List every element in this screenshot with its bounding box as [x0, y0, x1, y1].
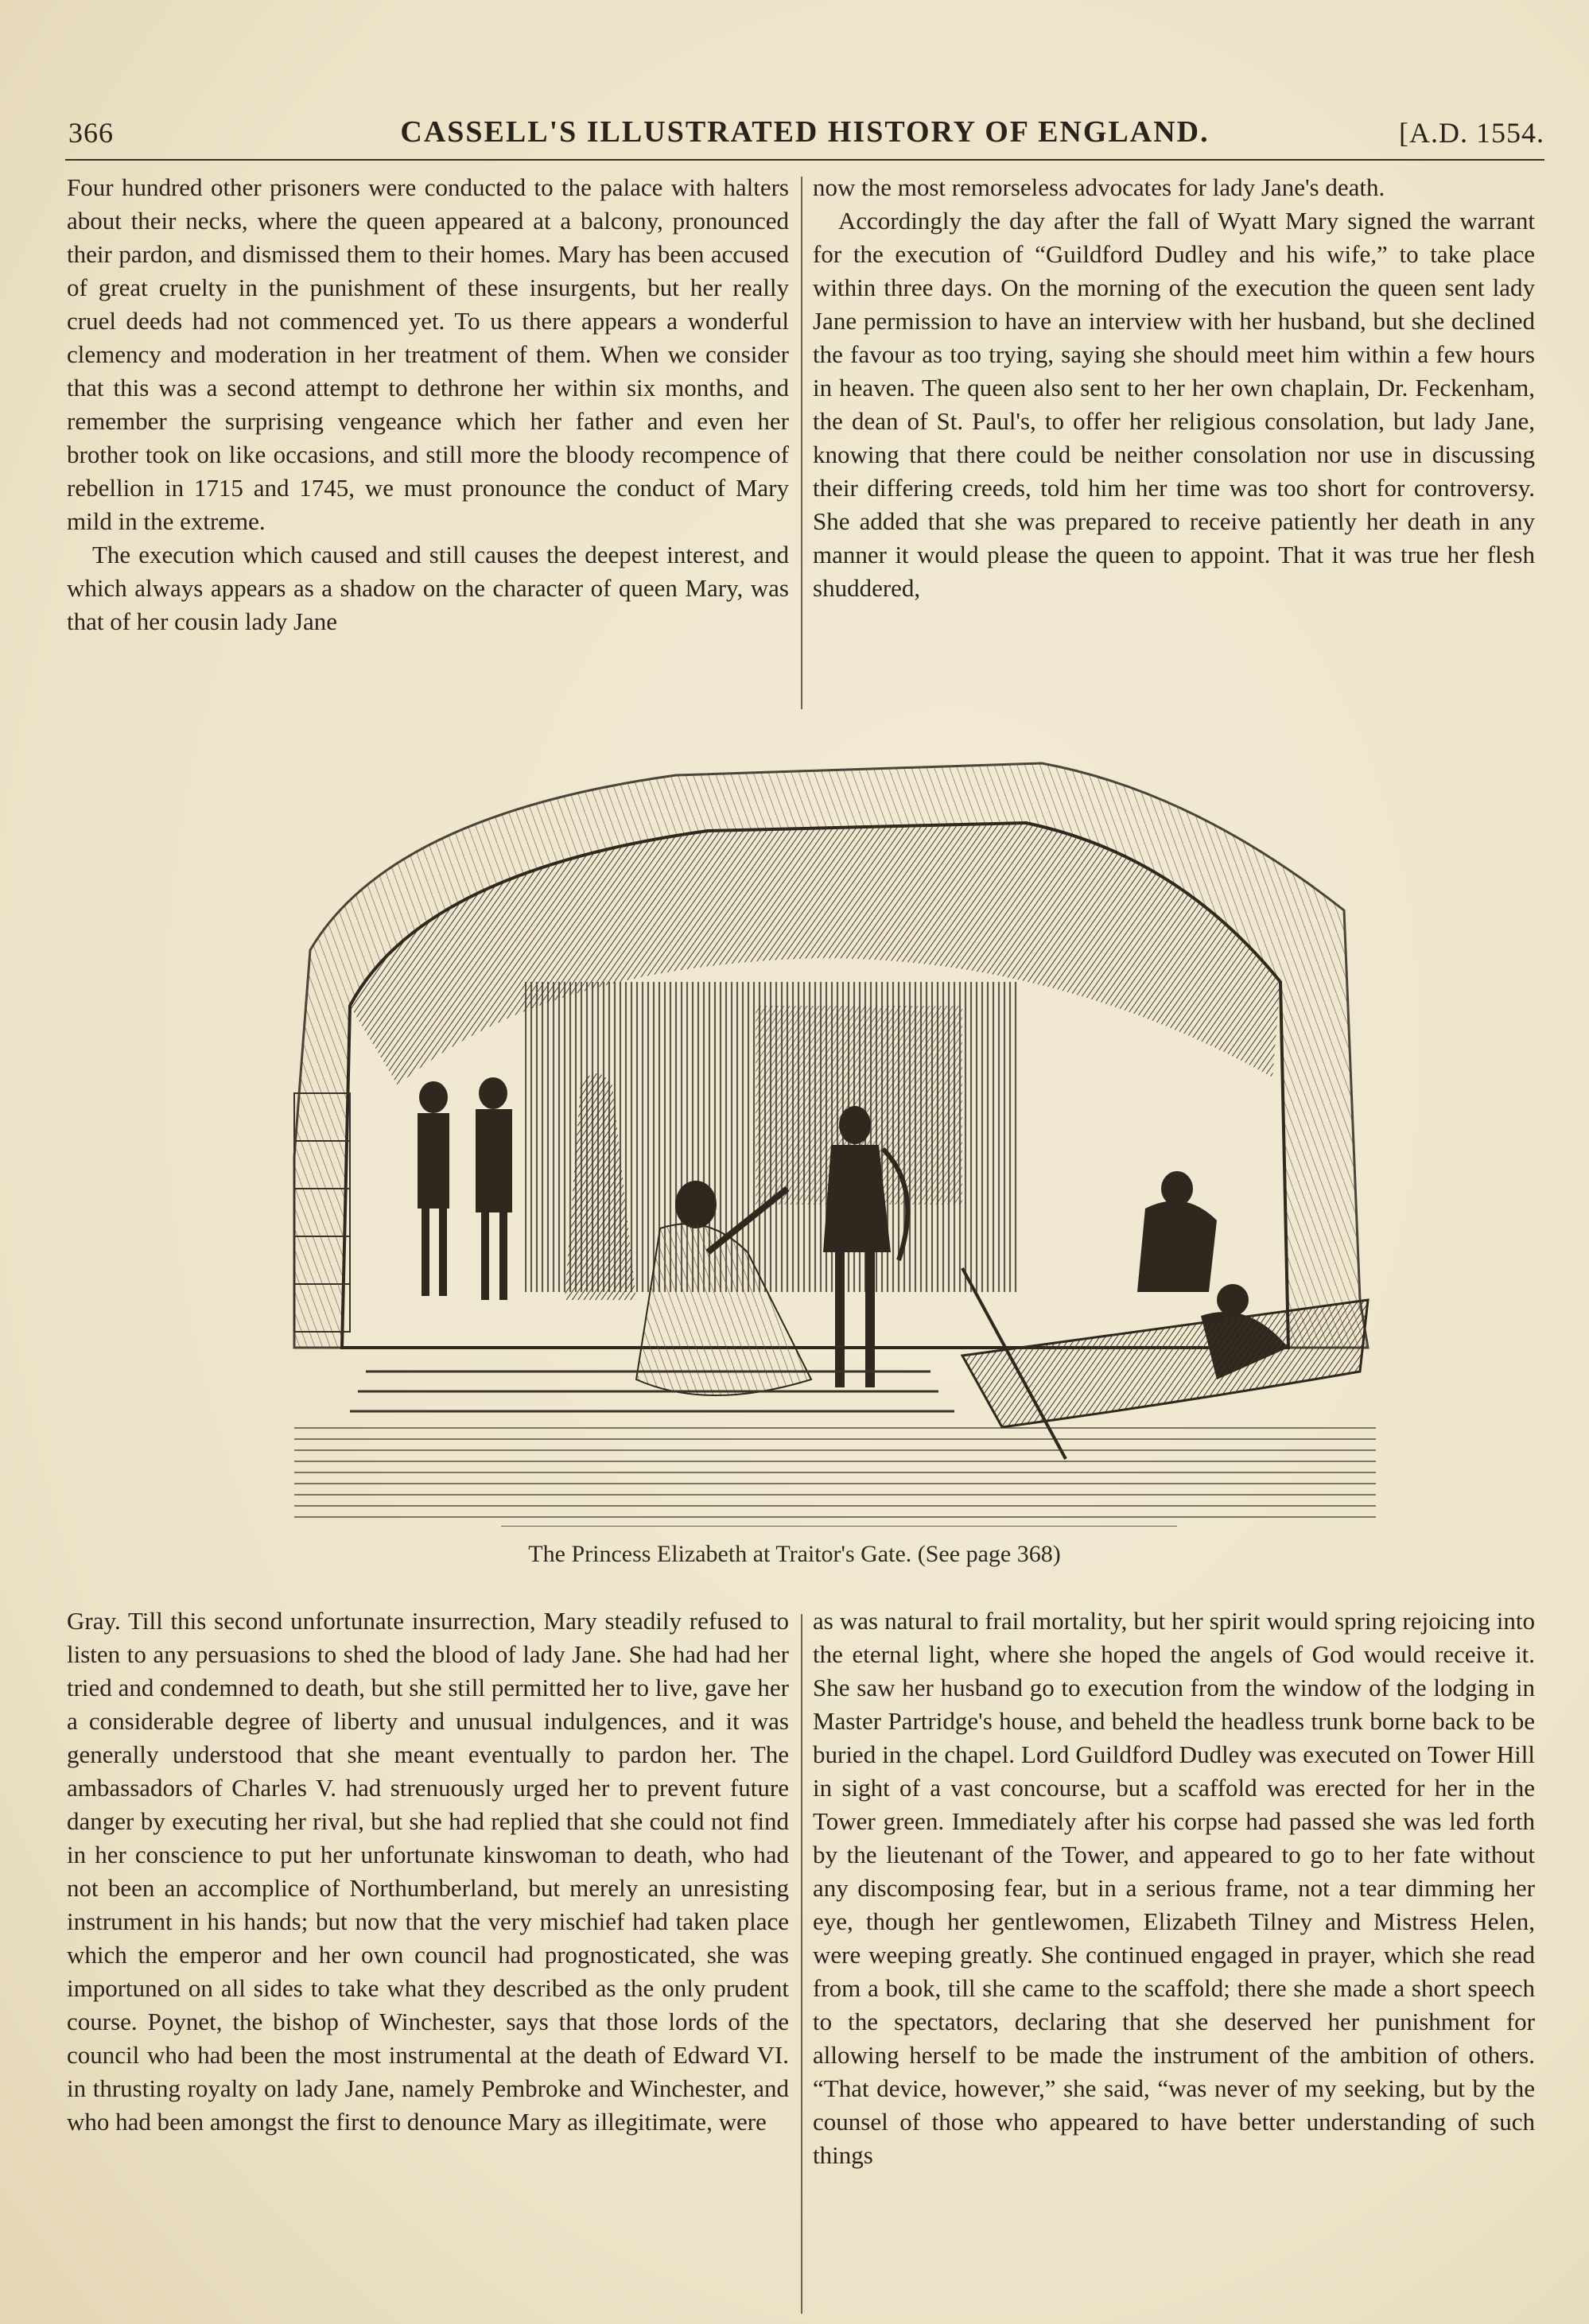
header-rule	[65, 159, 1544, 161]
running-header	[65, 110, 1544, 151]
page-number: 366	[68, 117, 114, 149]
bottom-right-column	[813, 1604, 1535, 2172]
top-left-column	[67, 171, 789, 638]
paragraph: The execution which caused and still causes the deepest interest, and which always appears as a shadow on the character of queen Mary, was that of her cousin lady Jane	[67, 541, 789, 635]
paragraph: Four hundred other prisoners were conducted to the palace with halters about their necks, where the queen appeared at a balcony, pronounced their pardon, and dismissed them to their homes. Mary has been accused of great cruelty in the punishment of these insurgents, but her really cruel deeds had not commenced yet. To us there appears a wonderful clemency and moderation in her treatment of them. When we consider that this was a second attempt to dethrone her within six months, and remember the surprising vengeance which her father and even her brother took on like occasions, and still more the bloody recompence of rebellion in 1715 and 1745, we must pronounce the conduct of Mary mild in the extreme.	[67, 173, 789, 535]
column-divider-bottom	[801, 1614, 802, 2314]
column-divider-top	[801, 177, 802, 709]
paragraph: Gray. Till this second unfortunate insurrection, Mary steadily refused to listen to any persuasions to shed the blood of lady Jane. She had had her tried and condemned to death, but she still permitted her to live, gave her a considerable degree of liberty and unusual indulgences, and it was generally understood that she meant eventually to pardon her. The ambassadors of Charles V. had strenuously urged her to prevent future danger by executing her rival, but she had replied that she could not find in her conscience to put her unfortunate kinswoman to death, who had not been an accomplice of Northumberland, but merely an unresisting instrument in his hands; but now that the very mischief had taken place which the emperor and her own council had prognosticated, she was importuned on all sides to take what they described as the only prudent course. Poynet, the bishop of Winchester, says that those lords of the council who had been the most instrumental at the death of Edward VI. in thrusting royalty on lady Jane, namely Pembroke and Winchester, and who had been amongst the first to denounce Mary as illegitimate, were	[67, 1607, 789, 2136]
paragraph: Accordingly the day after the fall of Wyatt Mary signed the warrant for the execution of “Guildford Dudley and his wife,” to take place within three days. On the morning of the execution the queen sent lady Jane permission to have an interview with her husband, but she declined the favour as too trying, saying she should meet him within a few hours in heaven. The queen also sent to her her own chaplain, Dr. Feckenham, the dean of St. Paul's, to offer her religious consolation, but lady Jane, knowing that there could be neither consolation nor use in discussing their differing creeds, told him her time was too short for controversy. She added that she was prepared to receive patiently her death in any manner it would please the queen to appoint. That it was true her flesh shuddered,	[813, 207, 1535, 602]
header-date: [A.D. 1554.	[1399, 117, 1544, 149]
book-title: CASSELL'S ILLUSTRATED HISTORY OF ENGLAND.	[400, 115, 1210, 149]
figure-caption: The Princess Elizabeth at Traitor's Gate. (See page 368)	[528, 1541, 1061, 1567]
bottom-left-column	[67, 1604, 789, 2139]
paragraph: as was natural to frail mortality, but her spirit would spring rejoicing into the eternal light, where she hoped the angels of God would receive it. She saw her husband go to execution from the window of the lodging in Master Partridge's house, and beheld the headless trunk borne back to be buried in the chapel. Lord Guildford Dudley was executed on Tower Hill in sight of a vast concourse, but a scaffold was erected for her in the Tower green. Immediately after his corpse had passed she was led forth by the lieutenant of the Tower, and appeared to go to her fate without any discomposing fear, but in a serious frame, not a tear dimming her eye, though her gentlewomen, Elizabeth Tilney and Mistress Helen, were weeping greatly. She continued engaged in prayer, which she read from a book, till she came to the scaffold; there she made a short speech to the spectators, declaring that she deserved her punishment for allowing herself to be made the instrument of the ambition of others. “That device, however,” she said, “was never of my seeking, but by the counsel of those who appeared to have better understanding of such things	[813, 1607, 1535, 2169]
top-right-column	[813, 171, 1535, 605]
engraving-illustration	[262, 743, 1376, 1527]
paragraph: now the most remorseless advocates for lady Jane's death.	[813, 173, 1385, 201]
